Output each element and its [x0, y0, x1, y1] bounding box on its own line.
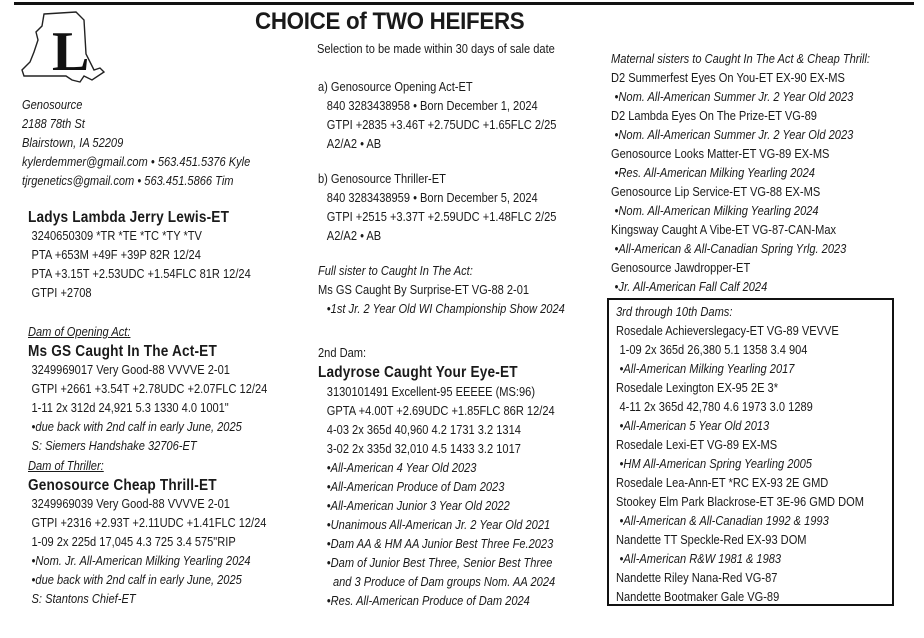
maternal-line: Genosource Jawdropper-ET	[611, 261, 751, 275]
maternal-line: •Jr. All-American Fall Calf 2024	[614, 280, 768, 294]
maternal-line: •Nom. All-American Milking Yearling 2024	[614, 204, 819, 218]
dams-box-content	[616, 303, 864, 607]
dam-b-label: Dam of Thriller:	[28, 459, 104, 473]
second-dam-line: •Dam AA & HM AA Junior Best Three Fe.2023	[326, 537, 554, 551]
dam-b-line: •due back with 2nd calf in early June, 2025	[31, 573, 242, 587]
contact-street: 2188 78th St	[22, 117, 85, 131]
heifer-a-line: A2/A2 • AB	[326, 137, 382, 151]
subtitle: Selection to be made within 30 days of sale date	[317, 42, 555, 56]
dams-line: Rosedale Lea-Ann-ET *RC EX-93 2E GMD	[616, 476, 829, 490]
second-dam-line: •All-American Junior 3 Year Old 2022	[326, 499, 510, 513]
maternal-line: •Nom. All-American Summer Jr. 2 Year Old 2023	[614, 128, 854, 142]
full-sister-name: Ms GS Caught By Surprise-ET VG-88 2-01	[318, 283, 530, 297]
heifer-b-block	[318, 170, 556, 246]
second-dam-line: •All-American Produce of Dam 2023	[326, 480, 505, 494]
contact-line-kyle: kylerdemmer@gmail.com • 563.451.5376 Kyle	[22, 155, 251, 169]
heifer-b-name: b) Genosource Thriller-ET	[318, 172, 446, 186]
second-dam-line: 3130101491 Excellent-95 EEEEE (MS:96)	[326, 385, 536, 399]
sire-block	[28, 208, 251, 303]
second-dam-line: •Unanimous All-American Jr. 2 Year Old 2021	[326, 518, 551, 532]
sire-line: GTPI +2708	[31, 286, 92, 300]
second-dam-name: Ladyrose Caught Your Eye-ET	[318, 364, 518, 381]
dam-a-line: S: Siemers Handshake 32706-ET	[31, 439, 197, 453]
full-sister-block	[318, 262, 565, 319]
dams-line: Stookey Elm Park Blackrose-ET 3E-96 GMD DOM	[616, 495, 864, 509]
dam-a-line: GTPI +2661 +3.54T +2.78UDC +2.07FLC 12/24	[31, 382, 268, 396]
contact-block	[22, 96, 250, 191]
heifer-b-line: A2/A2 • AB	[326, 229, 382, 243]
maternal-line: •Res. All-American Milking Yearling 2024	[614, 166, 815, 180]
dams-line: Rosedale Lexi-ET VG-89 EX-MS	[616, 438, 778, 452]
maternal-line: Genosource Lip Service-ET VG-88 EX-MS	[611, 185, 821, 199]
second-dam-line: 4-03 2x 365d 40,960 4.2 1731 3.2 1314	[326, 423, 521, 437]
dam-thriller-block	[28, 457, 266, 609]
dams-line: •All-American 5 Year Old 2013	[619, 419, 770, 433]
dams-line: Nandette Riley Nana-Red VG-87	[616, 571, 778, 585]
heifer-a-block	[318, 78, 556, 154]
dam-a-line: 1-11 2x 312d 24,921 5.3 1330 4.0 1001"	[31, 401, 229, 415]
second-dam-line: 3-02 2x 335d 32,010 4.5 1433 3.2 1017	[326, 442, 521, 456]
dams-line: •All-American Milking Yearling 2017	[619, 362, 795, 376]
contact-name: Genosource	[22, 98, 83, 112]
maternal-label: Maternal sisters to Caught In The Act & Cheap Thrill:	[611, 52, 870, 66]
second-dam-line: •Dam of Junior Best Three, Senior Best Three	[326, 556, 553, 570]
sire-line: PTA +3.15T +2.53UDC +1.54FLC 81R 12/24	[31, 267, 251, 281]
maternal-line: •All-American & All-Canadian Spring Yrlg. 2023	[614, 242, 847, 256]
second-dam-line: •Res. All-American Produce of Dam 2024	[326, 594, 530, 608]
dams-line: •HM All-American Spring Yearling 2005	[619, 457, 812, 471]
dam-a-line: •due back with 2nd calf in early June, 2025	[31, 420, 242, 434]
heifer-a-name: a) Genosource Opening Act-ET	[318, 80, 473, 94]
dam-b-line: 3249969039 Very Good-88 VVVVE 2-01	[31, 497, 230, 511]
dam-a-label: Dam of Opening Act:	[28, 325, 131, 339]
sire-line: PTA +653M +49F +39P 82R 12/24	[31, 248, 201, 262]
dam-b-line: S: Stantons Chief-ET	[31, 592, 136, 606]
dam-opening-act-block	[28, 323, 267, 456]
second-dam-block	[318, 344, 555, 611]
heifer-a-line: GTPI +2835 +3.46T +2.75UDC +1.65FLC 2/25	[326, 118, 557, 132]
dam-b-line: GTPI +2316 +2.93T +2.11UDC +1.41FLC 12/24	[31, 516, 267, 530]
full-sister-label: Full sister to Caught In The Act:	[318, 264, 473, 278]
dam-b-line: •Nom. Jr. All-American Milking Yearling 2024	[31, 554, 251, 568]
heifer-a-line: 840 3283438958 • Born December 1, 2024	[326, 99, 538, 113]
maternal-line: Kingsway Caught A Vibe-ET VG-87-CAN-Max	[611, 223, 837, 237]
contact-city: Blairstown, IA 52209	[22, 136, 124, 150]
heifer-b-line: 840 3283438959 • Born December 5, 2024	[326, 191, 538, 205]
sire-line: 3240650309 *TR *TE *TC *TY *TV	[31, 229, 202, 243]
page-title: CHOICE of TWO HEIFERS	[255, 8, 525, 35]
dams-line: 4-11 2x 365d 42,780 4.6 1973 3.0 1289	[619, 400, 813, 414]
maternal-line: D2 Lambda Eyes On The Prize-ET VG-89	[611, 109, 817, 123]
second-dam-line: and 3 Produce of Dam groups Nom. AA 2024	[326, 575, 556, 589]
contact-line-tim: tjrgenetics@gmail.com • 563.451.5866 Tim	[22, 174, 234, 188]
second-dam-line: •All-American 4 Year Old 2023	[326, 461, 477, 475]
new-york-state-logo	[14, 10, 106, 90]
heifer-b-line: GTPI +2515 +3.37T +2.59UDC +1.48FLC 2/25	[326, 210, 557, 224]
dams-line: Nandette Bootmaker Gale VG-89	[616, 590, 780, 604]
maternal-line: Genosource Looks Matter-ET VG-89 EX-MS	[611, 147, 830, 161]
second-dam-line: GPTA +4.00T +2.69UDC +1.85FLC 86R 12/24	[326, 404, 555, 418]
dams-line: 1-09 2x 365d 26,380 5.1 1358 3.4 904	[619, 343, 808, 357]
second-dam-label: 2nd Dam:	[318, 346, 367, 360]
sire-name: Ladys Lambda Jerry Lewis-ET	[28, 209, 230, 226]
full-sister-line: •1st Jr. 2 Year Old WI Championship Show 2024	[326, 302, 565, 316]
maternal-line: •Nom. All-American Summer Jr. 2 Year Old 2023	[614, 90, 854, 104]
dam-a-line: 3249969017 Very Good-88 VVVVE 2-01	[31, 363, 230, 377]
dams-line: •All-American & All-Canadian 1992 & 1993	[619, 514, 829, 528]
dam-a-name: Ms GS Caught In The Act-ET	[28, 343, 217, 360]
dams-line: Rosedale Achieverslegacy-ET VG-89 VEVVE	[616, 324, 839, 338]
dam-b-name: Genosource Cheap Thrill-ET	[28, 477, 217, 494]
dam-b-line: 1-09 2x 225d 17,045 4.3 725 3.4 575"RIP	[31, 535, 236, 549]
dams-line: •All-American R&W 1981 & 1983	[619, 552, 782, 566]
dams-line: Nandette TT Speckle-Red EX-93 DOM	[616, 533, 807, 547]
svg-text:L: L	[52, 21, 90, 83]
maternal-line: D2 Summerfest Eyes On You-ET EX-90 EX-MS	[611, 71, 845, 85]
top-rule	[14, 2, 914, 5]
dams-line: Rosedale Lexington EX-95 2E 3*	[616, 381, 779, 395]
maternal-sisters-block	[611, 50, 870, 297]
dams-box-label: 3rd through 10th Dams:	[616, 305, 733, 319]
